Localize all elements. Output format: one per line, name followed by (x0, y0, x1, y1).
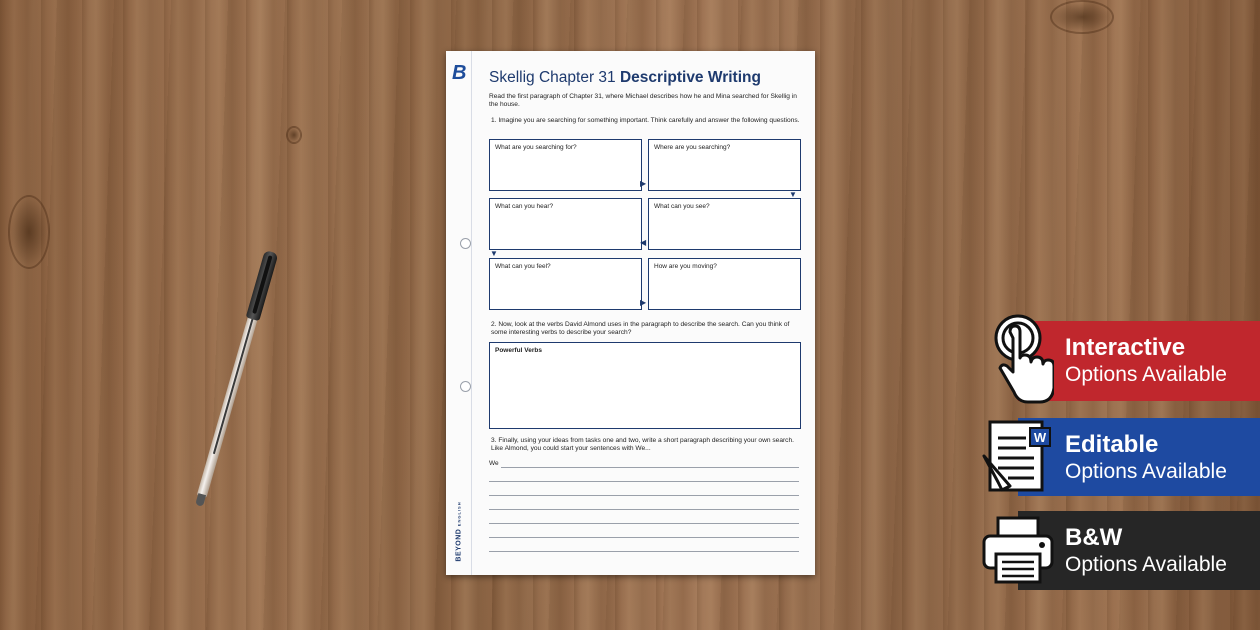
worksheet-page (446, 51, 815, 575)
wood-knot (1050, 0, 1114, 34)
beyond-english-brand: BEYOND ENGLISH (455, 500, 463, 562)
punch-hole (460, 238, 471, 249)
box-feel: What can you feel? (489, 258, 642, 310)
box-see: What can you see? (648, 198, 801, 250)
writing-line (489, 537, 799, 538)
interactive-options-badge (1018, 321, 1260, 401)
writing-line (489, 481, 799, 482)
word-document-icon (978, 418, 1056, 496)
title-plain: Skellig Chapter 31 (489, 69, 616, 86)
wood-knot (286, 126, 302, 144)
question-2: 2. Now, look at the verbs David Almond uses in the paragraph to describe the search. Can you think of some interesting verbs to describe your search? (491, 321, 790, 336)
arrow-down-icon: ▼ (789, 190, 797, 199)
writing-line (489, 495, 799, 496)
worksheet-title (489, 69, 761, 87)
box-hear: What can you hear? (489, 198, 642, 250)
arrow-down-icon: ▼ (490, 249, 498, 258)
badge-title: B&W (1065, 524, 1123, 551)
arrow-right-icon: ▶ (640, 298, 647, 307)
badge-subtitle: Options Available (1065, 553, 1227, 576)
box-where-searching: Where are you searching? (648, 139, 801, 191)
box-moving: How are you moving? (648, 258, 801, 310)
badge-title: Interactive (1065, 334, 1186, 361)
writing-line (489, 509, 799, 510)
pen-tip (195, 493, 206, 507)
svg-text:W: W (1033, 430, 1047, 445)
powerful-verbs-box: Powerful Verbs (489, 342, 801, 429)
pen-ink-tube (213, 309, 256, 454)
pointer-hand-icon (994, 312, 1054, 408)
question-3: 3. Finally, using your ideas from tasks one and two, write a short paragraph describing your own search. Like Almond, you could start your sentences with We... (491, 437, 794, 452)
intro-text: Read the first paragraph of Chapter 31, where Michael describes how he and Mina searched for Skellig in the house. (489, 93, 797, 108)
printer-icon (980, 512, 1056, 588)
arrow-left-icon: ◀ (640, 238, 647, 247)
beyond-logo-icon: B (452, 62, 467, 84)
badge-title: Editable (1065, 431, 1159, 458)
writing-line (501, 467, 799, 468)
box-searching-for: What are you searching for? (489, 139, 642, 191)
badge-subtitle: Options Available (1065, 460, 1227, 483)
wood-knot (8, 195, 50, 269)
writing-line-start: We (489, 460, 499, 467)
title-bold: Descriptive Writing (619, 69, 761, 86)
writing-line (489, 523, 799, 524)
ballpoint-pen (192, 250, 279, 509)
question-1: 1. Imagine you are searching for something important. Think carefully and answer the following questions. (491, 117, 800, 124)
writing-line (489, 551, 799, 552)
badge-subtitle: Options Available (1065, 363, 1227, 386)
margin-line (471, 51, 472, 575)
arrow-right-icon: ▶ (640, 179, 647, 188)
punch-hole (460, 381, 471, 392)
